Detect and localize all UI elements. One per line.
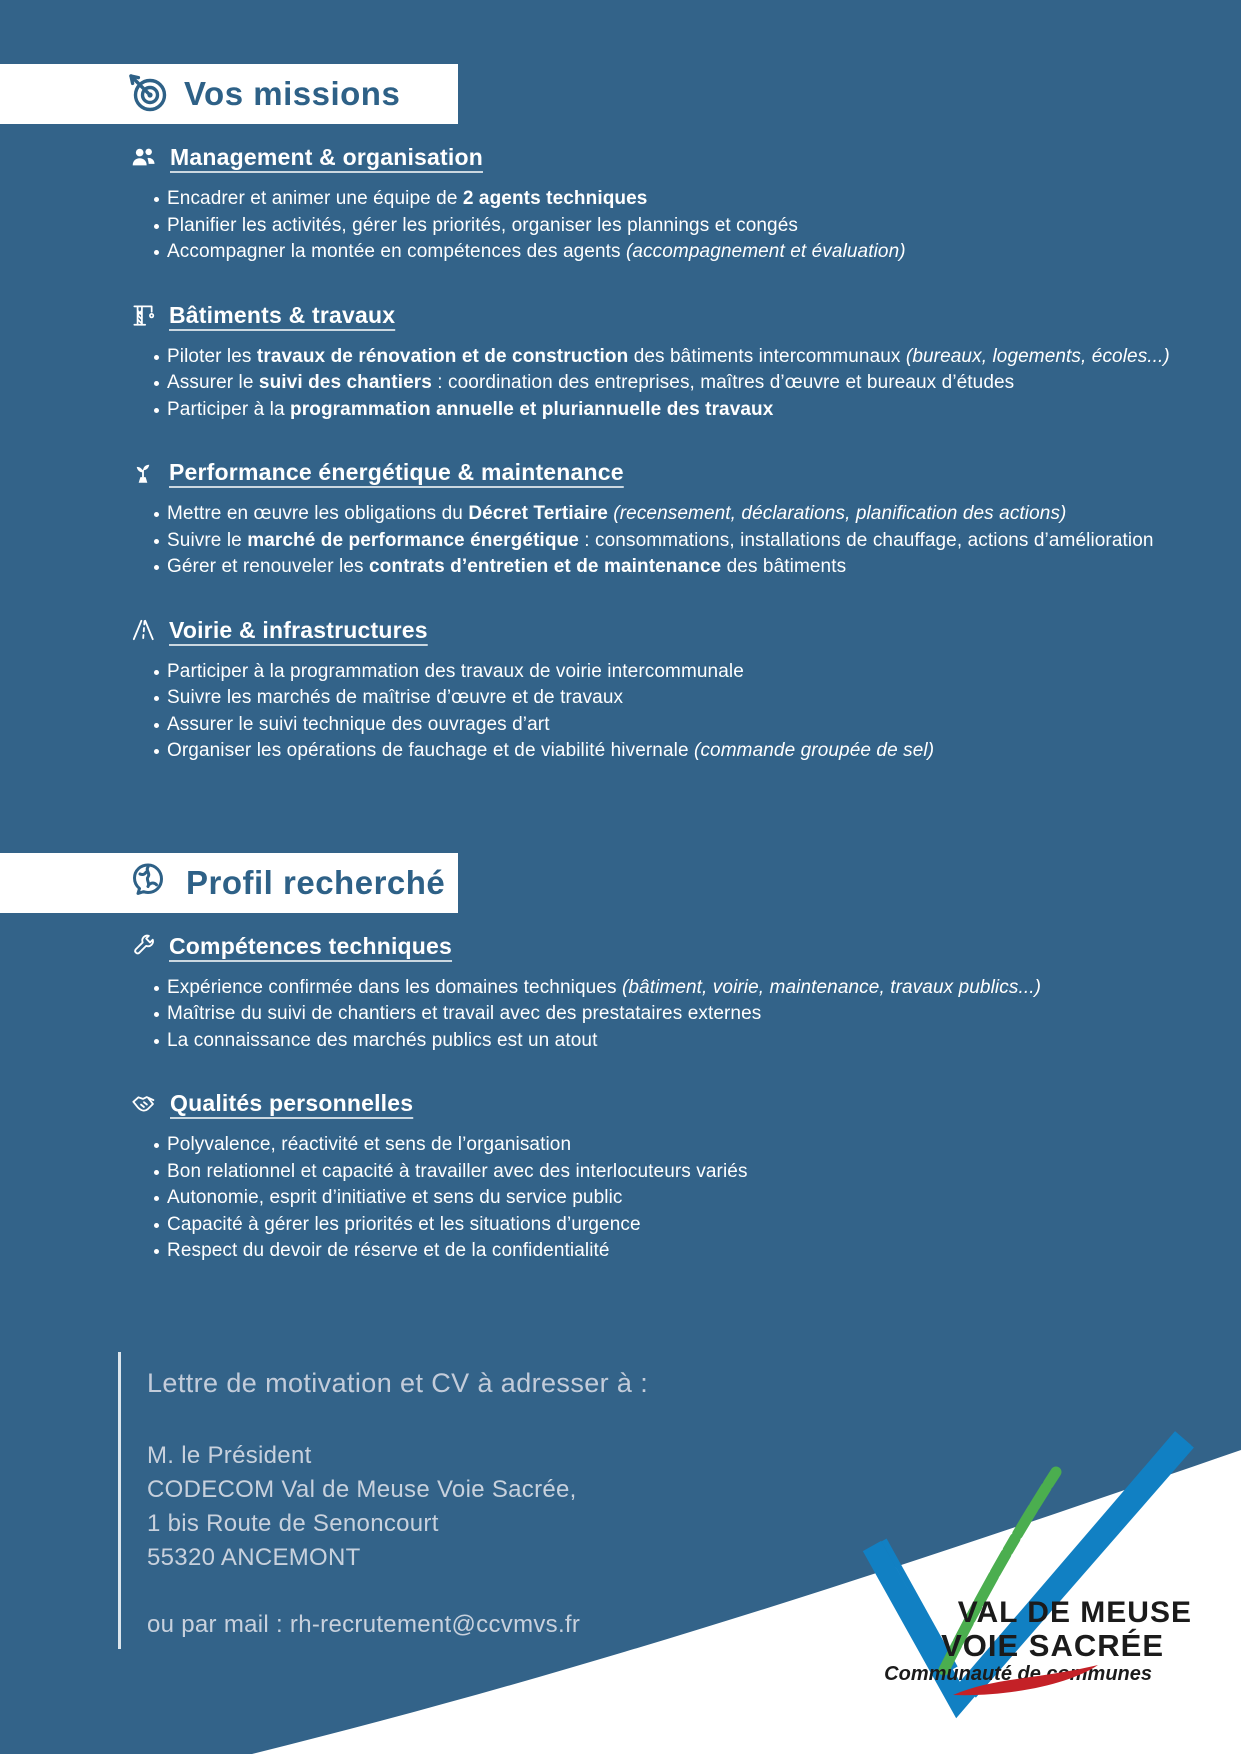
section-profil-1	[130, 1090, 1171, 1265]
bullet-list	[130, 501, 1171, 581]
bullet-item: Organiser les opérations de fauchage et de viabilité hivernale (commande groupée de sel)	[154, 738, 1171, 765]
crane-icon	[130, 302, 156, 328]
section-title: Bâtiments & travaux	[169, 301, 396, 328]
bullet-item: Capacité à gérer les priorités et les situations d’urgence	[154, 1212, 1171, 1239]
contact-address-line: M. le Président	[147, 1442, 312, 1469]
bullet-item: Respect du devoir de réserve et de la confidentialité	[154, 1238, 1171, 1265]
bullet-list	[130, 186, 1171, 266]
section-title: Compétences techniques	[169, 932, 453, 959]
section-missions-1	[130, 302, 1171, 424]
bullet-item: Expérience confirmée dans les domaines techniques (bâtiment, voirie, maintenance, travaux publics...)	[154, 975, 1171, 1002]
profil-banner	[0, 853, 458, 913]
section-title: Voirie & infrastructures	[169, 616, 428, 643]
top-spacer	[0, 0, 1241, 64]
contact-block	[118, 1352, 648, 1649]
bullet-item: Assurer le suivi technique des ouvrages d’art	[154, 712, 1171, 739]
logo-tagline: Communauté de communes	[884, 1663, 1152, 1685]
section-missions-3	[130, 617, 1171, 765]
logo-line2: VOIE SACRÉE	[941, 1628, 1164, 1663]
missions-sections	[0, 124, 1241, 765]
section-title: Management & organisation	[170, 144, 483, 170]
brain-icon	[126, 858, 170, 907]
section-head	[130, 144, 1171, 171]
bullet-list	[130, 659, 1171, 765]
bullet-item: Maîtrise du suivi de chantiers et travail avec des prestataires externes	[154, 1001, 1171, 1028]
bullet-item: Encadrer et animer une équipe de 2 agents techniques	[154, 186, 1171, 213]
bullet-list	[130, 1132, 1171, 1265]
section-missions-0	[130, 144, 1171, 266]
bullet-item: Autonomie, esprit d’initiative et sens du service public	[154, 1185, 1171, 1212]
plant-icon	[130, 460, 156, 486]
bullet-item: Suivre le marché de performance énergétique : consommations, installations de chauffage, actions d’amélioration	[154, 528, 1171, 555]
bullet-item: Polyvalence, réactivité et sens de l’organisation	[154, 1132, 1171, 1159]
section-title: Performance énergétique & maintenance	[169, 459, 624, 485]
section-missions-2	[130, 459, 1171, 581]
bullet-item: Gérer et renouveler les contrats d’entretien et de maintenance des bâtiments	[154, 554, 1171, 581]
contact-intro: Lettre de motivation et CV à adresser à :	[147, 1368, 649, 1398]
bullet-item: Suivre les marchés de maîtrise d’œuvre et de travaux	[154, 685, 1171, 712]
bullet-item: Assurer le suivi des chantiers : coordination des entreprises, maîtres d’œuvre et bureaux d’études	[154, 370, 1171, 397]
road-icon	[130, 617, 156, 643]
bullet-item: Mettre en œuvre les obligations du Décret Tertiaire (recensement, déclarations, planification des actions)	[154, 501, 1171, 528]
target-dart-icon	[126, 71, 168, 118]
bullet-item: Participer à la programmation annuelle et pluriannuelle des travaux	[154, 397, 1171, 424]
section-head	[130, 617, 1171, 644]
bullet-list	[130, 975, 1171, 1055]
people-icon	[130, 144, 157, 171]
handshake-icon	[130, 1090, 157, 1117]
contact-address-line: 55320 ANCEMONT	[147, 1544, 361, 1571]
section-profil-0	[130, 933, 1171, 1055]
contact-address-line: CODECOM Val de Meuse Voie Sacrée,	[147, 1476, 577, 1503]
bullet-item: La connaissance des marchés publics est un atout	[154, 1028, 1171, 1055]
profil-sections	[0, 913, 1241, 1265]
bullet-item: Participer à la programmation des travaux de voirie intercommunale	[154, 659, 1171, 686]
bullet-item: Planifier les activités, gérer les priorités, organiser les plannings et congés	[154, 213, 1171, 240]
profil-banner-title: Profil recherché	[186, 863, 446, 901]
bullet-item: Bon relationnel et capacité à travailler avec des interlocuteurs variés	[154, 1159, 1171, 1186]
contact-email-line: ou par mail : rh-recrutement@ccvmvs.fr	[147, 1611, 581, 1638]
section-title: Qualités personnelles	[170, 1090, 414, 1116]
section-head	[130, 459, 1171, 486]
bullet-list	[130, 344, 1171, 424]
section-head	[130, 302, 1171, 329]
logo-line1: VAL DE MEUSE	[957, 1596, 1192, 1629]
wrench-icon	[130, 933, 156, 959]
section-head	[130, 933, 1171, 960]
missions-banner-title: Vos missions	[184, 75, 401, 112]
bullet-item: Piloter les travaux de rénovation et de construction des bâtiments intercommunaux (bureaux, logements, écoles...)	[154, 344, 1171, 371]
missions-banner	[0, 64, 458, 124]
bullet-item: Accompagner la montée en compétences des agents (accompagnement et évaluation)	[154, 239, 1171, 266]
section-head	[130, 1090, 1171, 1117]
contact-address-line: 1 bis Route de Senoncourt	[147, 1510, 439, 1537]
